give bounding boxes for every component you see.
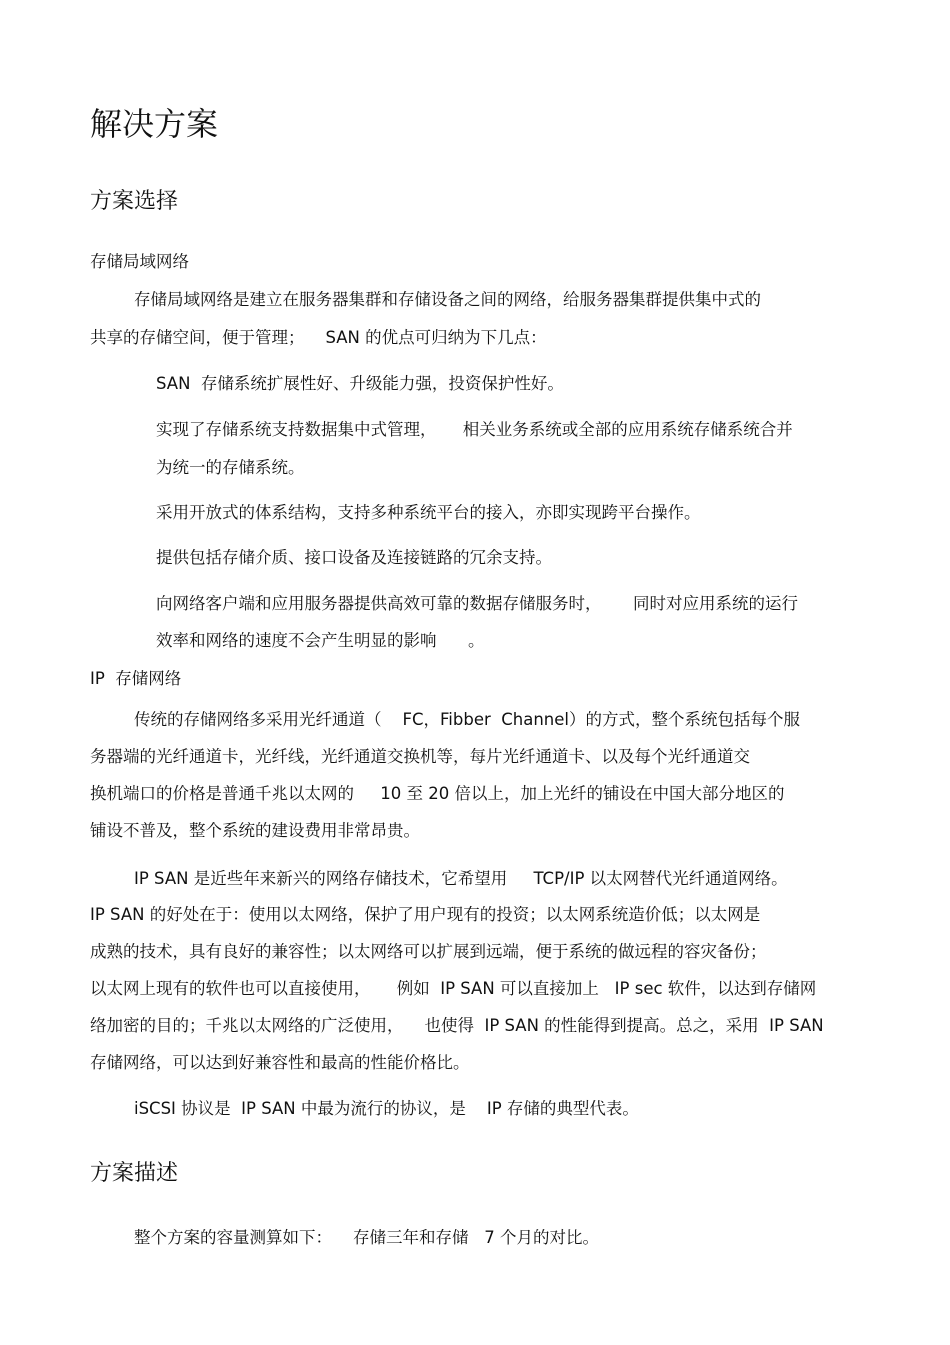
list-item-continuation: 效率和网络的速度不会产生明显的影响 。 bbox=[156, 631, 485, 650]
list-item: SAN 存储系统扩展性好、升级能力强，投资保护性好。 bbox=[156, 374, 564, 393]
page-title: 解决方案 bbox=[90, 105, 219, 143]
subheading-san: 存储局域网络 bbox=[90, 252, 189, 271]
paragraph-line: 共享的存储空间，便于管理； SAN 的优点可归纳为下几点： bbox=[90, 328, 547, 347]
section-heading-scheme-description: 方案描述 bbox=[90, 1161, 179, 1186]
list-item: 提供包括存储介质、接口设备及连接链路的冗余支持。 bbox=[156, 548, 552, 567]
list-item: 向网络客户端和应用服务器提供高效可靠的数据存储服务时， 同时对应用系统的运行 bbox=[156, 594, 798, 613]
paragraph-line: IP SAN 的好处在于：使用以太网络，保护了用户现有的投资；以太网系统造价低；以太网是 bbox=[90, 905, 761, 924]
paragraph-line: 务器端的光纤通道卡，光纤线，光纤通道交换机等，每片光纤通道卡、以及每个光纤通道交 bbox=[90, 747, 750, 766]
paragraph-line: 以太网上现有的软件也可以直接使用， 例如 IP SAN 可以直接加上 IP sec 软件，以达到存储网 bbox=[90, 979, 817, 998]
paragraph-line: 铺设不普及，整个系统的建设费用非常昂贵。 bbox=[90, 821, 420, 840]
section-heading-scheme-selection: 方案选择 bbox=[90, 189, 179, 214]
list-item: 采用开放式的体系结构，支持多种系统平台的接入，亦即实现跨平台操作。 bbox=[156, 503, 701, 522]
paragraph-line: 整个方案的容量测算如下： 存储三年和存储 7 个月的对比。 bbox=[134, 1228, 599, 1247]
paragraph-line: 存储网络，可以达到好兼容性和最高的性能价格比。 bbox=[90, 1053, 470, 1072]
paragraph-line: iSCSI 协议是 IP SAN 中最为流行的协议，是 IP 存储的典型代表。 bbox=[134, 1099, 639, 1118]
list-item: 实现了存储系统支持数据集中式管理， 相关业务系统或全部的应用系统存储系统合并 bbox=[156, 420, 793, 439]
subheading-ip-storage: IP 存储网络 bbox=[90, 669, 182, 688]
paragraph-line: 络加密的目的；千兆以太网络的广泛使用， 也使得 IP SAN 的性能得到提高。总之，采用 IP SAN bbox=[90, 1016, 824, 1035]
list-item-continuation: 为统一的存储系统。 bbox=[156, 458, 305, 477]
paragraph-line: 成熟的技术，具有良好的兼容性；以太网络可以扩展到远端，便于系统的做远程的容灾备份； bbox=[90, 942, 767, 961]
paragraph-line: 换机端口的价格是普通千兆以太网的 10 至 20 倍以上，加上光纤的铺设在中国大部分地区的 bbox=[90, 784, 785, 803]
paragraph-line: IP SAN 是近些年来新兴的网络存储技术，它希望用 TCP/IP 以太网替代光纤通道网络。 bbox=[134, 869, 788, 888]
paragraph-line: 存储局域网络是建立在服务器集群和存储设备之间的网络，给服务器集群提供集中式的 bbox=[134, 290, 761, 309]
paragraph-line: 传统的存储网络多采用光纤通道（ FC，Fibber Channel）的方式，整个系统包括每个服 bbox=[134, 710, 800, 729]
